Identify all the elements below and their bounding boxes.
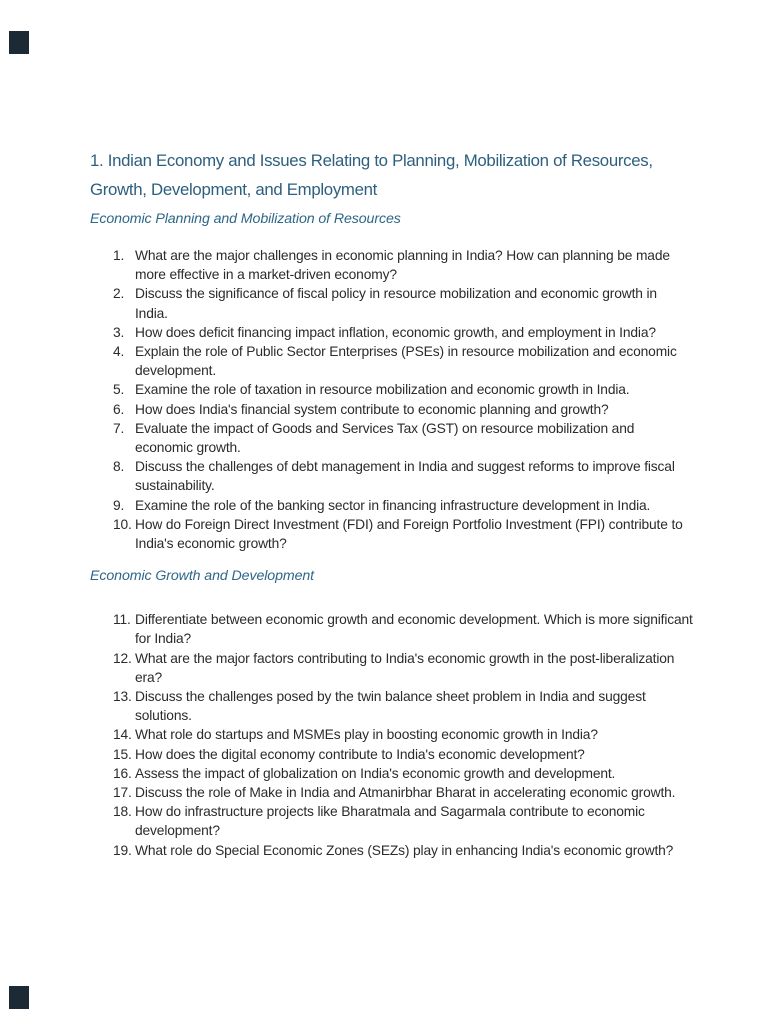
question-item: Examine the role of the banking sector in financing infrastructure development in India. xyxy=(135,497,651,513)
question-item: Differentiate between economic growth and economic development. Which is more significant for India? xyxy=(135,612,693,647)
question-item: Evaluate the impact of Goods and Services Tax (GST) on resource mobilization and economic growth. xyxy=(135,420,635,456)
question-item: What are the major factors contributing to India's economic growth in the post-liberalization era? xyxy=(135,650,675,685)
question-item: How does India's financial system contribute to economic planning and growth? xyxy=(135,401,609,417)
question-item: What role do startups and MSMEs play in boosting economic growth in India? xyxy=(135,727,598,743)
question-list-planning xyxy=(90,246,693,553)
section-heading-economic-growth: Economic Growth and Development xyxy=(90,568,315,585)
question-item: Examine the role of taxation in resource mobilization and economic growth in India. xyxy=(135,382,630,398)
question-item: How do Foreign Direct Investment (FDI) and Foreign Portfolio Investment (FPI) contribute to India's economic growth? xyxy=(135,516,683,552)
page-corner-mark-bottom xyxy=(9,986,29,1009)
question-list-growth xyxy=(90,610,693,860)
question-item: How does deficit financing impact inflation, economic growth, and employment in India? xyxy=(135,324,656,340)
question-item: What are the major challenges in economic planning in India? How can planning be made more effective in a market-driven economy? xyxy=(135,248,670,283)
document-content xyxy=(90,146,710,860)
question-item: Discuss the challenges posed by the twin balance sheet problem in India and suggest solutions. xyxy=(135,689,646,724)
question-item: Assess the impact of globalization on India's economic growth and development. xyxy=(135,765,616,781)
question-item: Discuss the significance of fiscal policy in resource mobilization and economic growth in India. xyxy=(135,286,657,321)
page-corner-mark-top xyxy=(9,31,29,54)
question-item: How do infrastructure projects like Bharatmala and Sagarmala contribute to economic development? xyxy=(135,804,645,839)
document-title: 1. Indian Economy and Issues Relating to Planning, Mobilization of Resources, Growth, Development, and Employment xyxy=(90,151,653,199)
question-item: Discuss the challenges of debt management in India and suggest reforms to improve fiscal sustainability. xyxy=(135,459,675,494)
question-item: Explain the role of Public Sector Enterprises (PSEs) in resource mobilization and economic development. xyxy=(135,344,677,379)
question-item: Discuss the role of Make in India and Atmanirbhar Bharat in accelerating economic growth. xyxy=(135,785,676,801)
question-item: How does the digital economy contribute to India's economic development? xyxy=(135,746,585,762)
question-item: What role do Special Economic Zones (SEZs) play in enhancing India's economic growth? xyxy=(135,842,674,858)
section-heading-economic-planning: Economic Planning and Mobilization of Resources xyxy=(90,211,401,227)
